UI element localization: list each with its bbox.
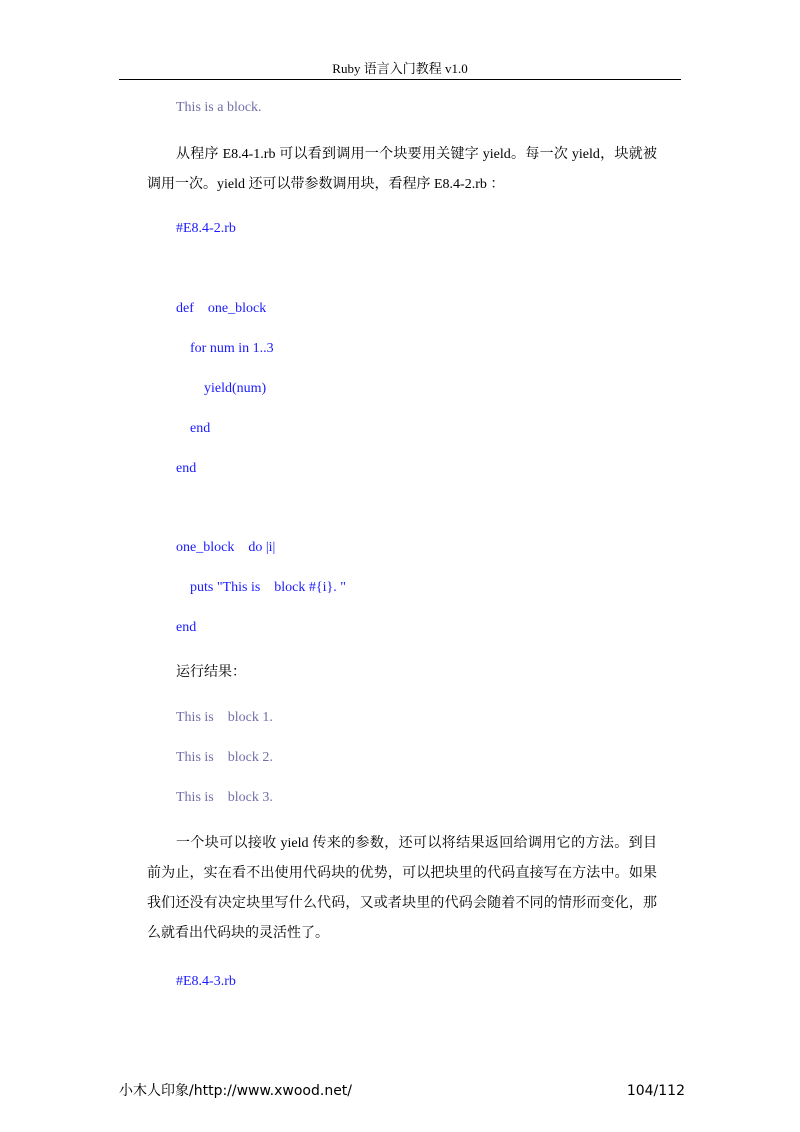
code-comment: #E8.4-3.rb	[176, 974, 236, 989]
code-line: puts "This is block #{i}. "	[190, 580, 346, 595]
page-header-title: Ruby 语言入门教程 v1.0	[332, 61, 468, 76]
code-line: one_block do |i|	[176, 540, 276, 555]
footer-site-link[interactable]: 小木人印象/http://www.xwood.net/	[119, 1083, 353, 1099]
code-comment: #E8.4-2.rb	[176, 221, 236, 236]
output-line: This is block 3.	[176, 790, 273, 805]
code-line: yield(num)	[204, 381, 267, 396]
code-line: def one_block	[176, 301, 267, 316]
page-number: 104/112	[626, 1083, 685, 1099]
code-line: for num in 1..3	[190, 341, 274, 356]
paragraph: 从程序 E8.4-1.rb 可以看到调用一个块要用关键字 yield。每一次 yield，块就被调用一次。yield 还可以带参数调用块，看程序 E8.4-2.rb ：	[147, 147, 657, 192]
code-line: end	[190, 421, 211, 436]
output-line: This is a block.	[176, 100, 262, 115]
output-line: This is block 2.	[176, 750, 273, 765]
paragraph: 一个块可以接收 yield 传来的参数，还可以将结果返回给调用它的方法。到目前为止，实在看不出使用代码块的优势，可以把块里的代码直接写在方法中。如果我们还没有决定块里写什么代码，又或者块里的代码会随着不同的情形而变化，那么就看出代码块的灵活性了。	[147, 836, 657, 941]
output-line: This is block 1.	[176, 710, 273, 725]
code-line: end	[176, 620, 197, 635]
header-divider	[119, 79, 681, 80]
code-line: end	[176, 461, 197, 476]
result-label: 运行结果：	[176, 665, 246, 680]
